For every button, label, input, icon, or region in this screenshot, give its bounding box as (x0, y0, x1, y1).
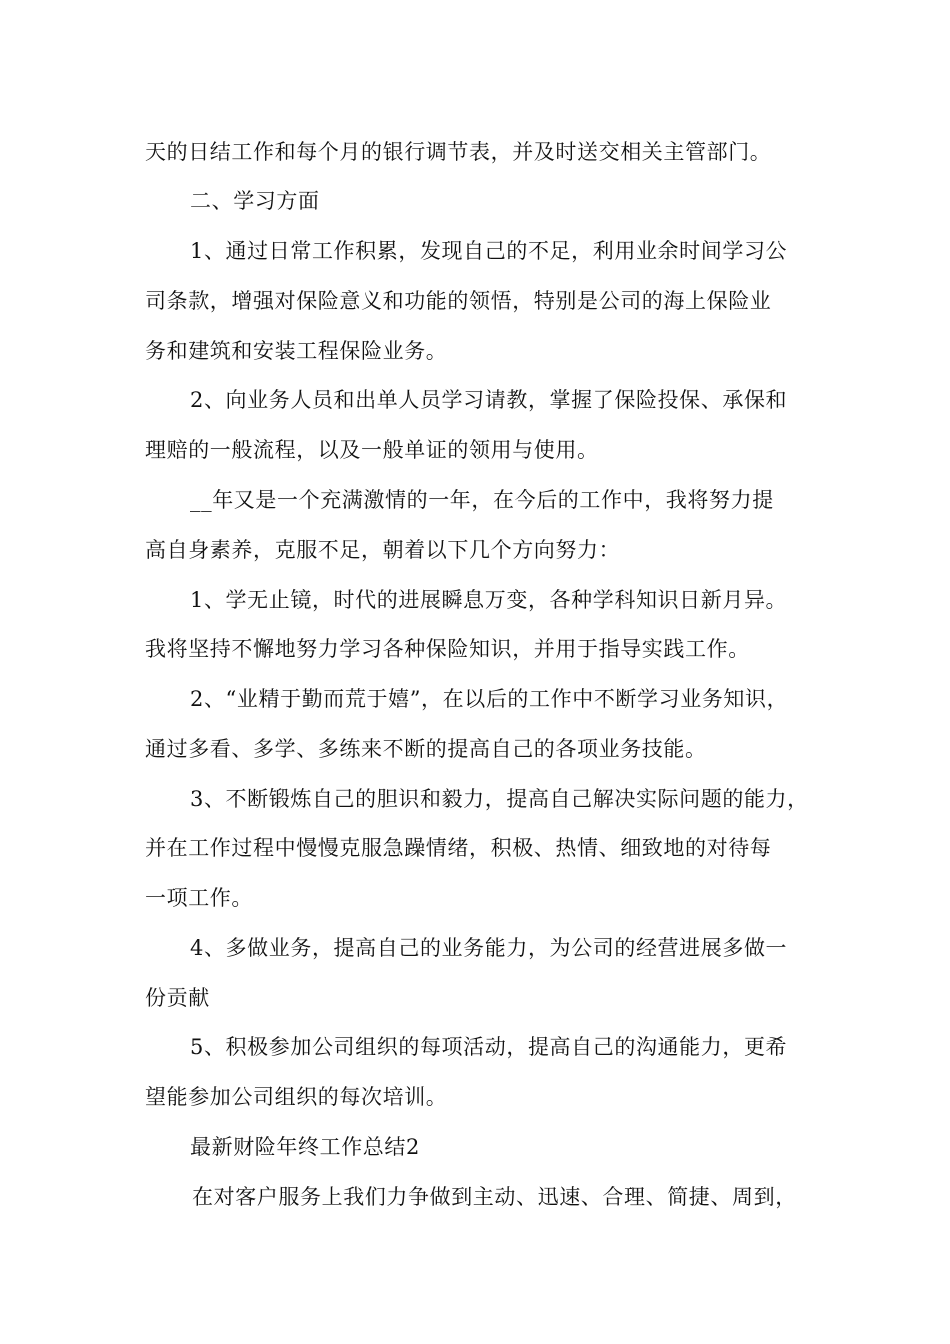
paragraph-line: 1、通过日常工作积累，发现自己的不足，利用业余时间学习公 (190, 239, 788, 263)
paragraph-line: 司条款，增强对保险意义和功能的领悟，特别是公司的海上保险业 (145, 289, 772, 313)
paragraph-line: 理赔的一般流程，以及一般单证的领用与使用。 (145, 438, 599, 462)
paragraph-line: 高自身素养，克服不足，朝着以下几个方向努力： (145, 538, 621, 562)
document-subtitle: 最新财险年终工作总结2 (190, 1135, 420, 1159)
paragraph-line: 我将坚持不懈地努力学习各种保险知识，并用于指导实践工作。 (145, 637, 750, 661)
section-heading: 二、学习方面 (190, 189, 320, 213)
paragraph-line: __年又是一个充满激情的一年，在今后的工作中，我将努力提 (190, 488, 774, 512)
paragraph-line: 4、多做业务，提高自己的业务能力，为公司的经营进展多做一 (190, 936, 788, 960)
paragraph-line: 3、不断锻炼自己的胆识和毅力，提高自己解决实际问题的能力， (190, 787, 809, 811)
paragraph-line: 份贡献 (145, 986, 210, 1010)
paragraph-line: 2、向业务人员和出单人员学习请教，掌握了保险投保、承保和 (190, 388, 788, 412)
paragraph-line: 5、积极参加公司组织的每项活动，提高自己的沟通能力，更希 (190, 1035, 788, 1059)
paragraph-line: 望能参加公司组织的每次培训。 (145, 1085, 448, 1109)
paragraph-line: 在对客户服务上我们力争做到主动、迅速、合理、简捷、周到， (192, 1185, 797, 1209)
paragraph-line: 务和建筑和安装工程保险业务。 (145, 339, 448, 363)
paragraph-line: 天的日结工作和每个月的银行调节表，并及时送交相关主管部门。 (145, 140, 772, 164)
paragraph-line: 1、学无止镜，时代的进展瞬息万变，各种学科知识日新月异。 (190, 588, 788, 612)
paragraph-line: 并在工作过程中慢慢克服急躁情绪，积极、热情、细致地的对待每 (145, 836, 772, 860)
paragraph-line: 通过多看、多学、多练来不断的提高自己的各项业务技能。 (145, 737, 707, 761)
paragraph-line: 一项工作。 (145, 886, 253, 910)
paragraph-line: 2、“业精于勤而荒于嬉”，在以后的工作中不断学习业务知识， (190, 687, 789, 711)
